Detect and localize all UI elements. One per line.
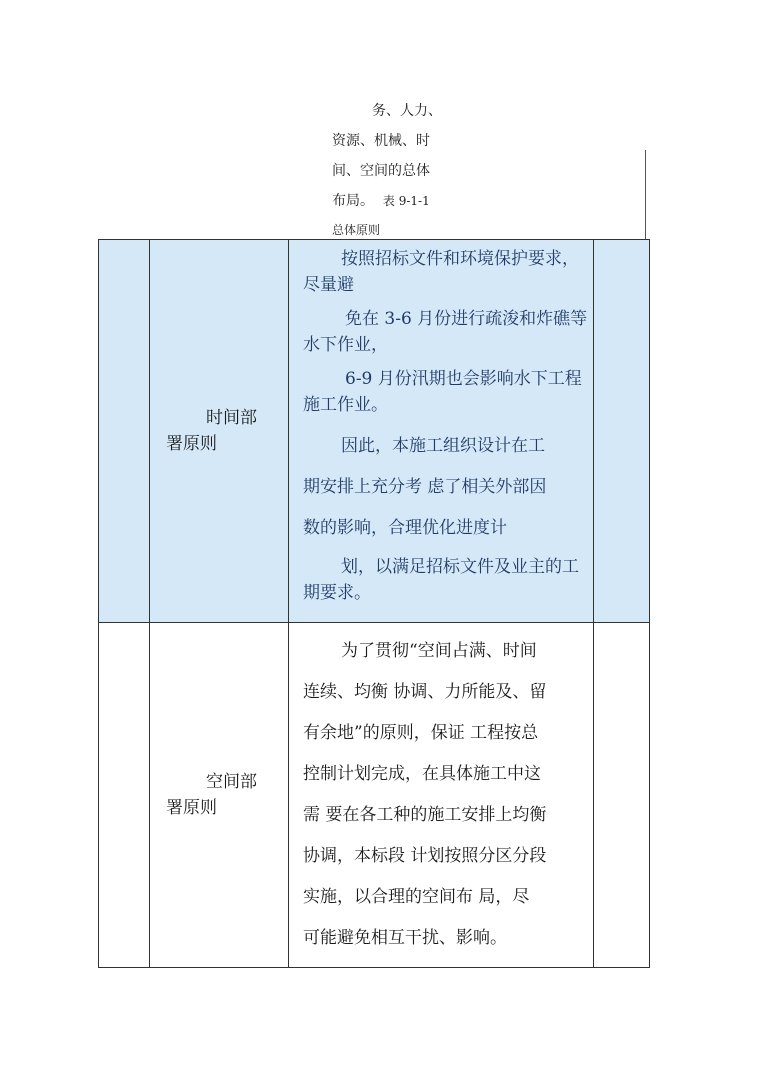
row-label: 空间部 署原则 (150, 623, 289, 968)
table-row (99, 240, 650, 623)
row-label: 时间部 署原则 (150, 240, 289, 623)
intro-line: 务、人力、 (372, 103, 442, 119)
table-number: 表 9-1-1 (382, 194, 430, 208)
empty-cell (99, 623, 150, 968)
intro-line: 资源、机械、时 (332, 133, 430, 149)
principles-table (98, 239, 650, 968)
intro-line: 布局。 (332, 193, 374, 209)
empty-cell (99, 240, 150, 623)
table-row (99, 623, 650, 968)
empty-cell (594, 240, 650, 623)
empty-cell (594, 623, 650, 968)
intro-text (332, 96, 447, 240)
table-caption: 总体原则 (332, 223, 381, 237)
row-content: 按照招标文件和环境保护要求，尽量避 免在 3-6 月份进行疏浚和炸礁等水下作业， 6-9 月份汛期也会影响水下工程施工作业。 因此，本施工组织设计在工 期安排上充分考 虑了相关外部因 数的影响，合理优化进度计 划，以满足招标文件及业主的工期要求。 (289, 240, 594, 623)
row-content: 为了贯彻“空间占满、时间 连续、均衡 协调、力所能及、留 有余地”的原则，保证 工程按总 控制计划完成，在具体施工中这 需 要在各工种的施工安排上均衡 协调，本标段 计划按照分区分段 实施，以合理的空间布 局，尽 可能避免相互干扰、影响。 (289, 623, 594, 968)
intro-line: 间、空间的总体 (332, 163, 430, 179)
